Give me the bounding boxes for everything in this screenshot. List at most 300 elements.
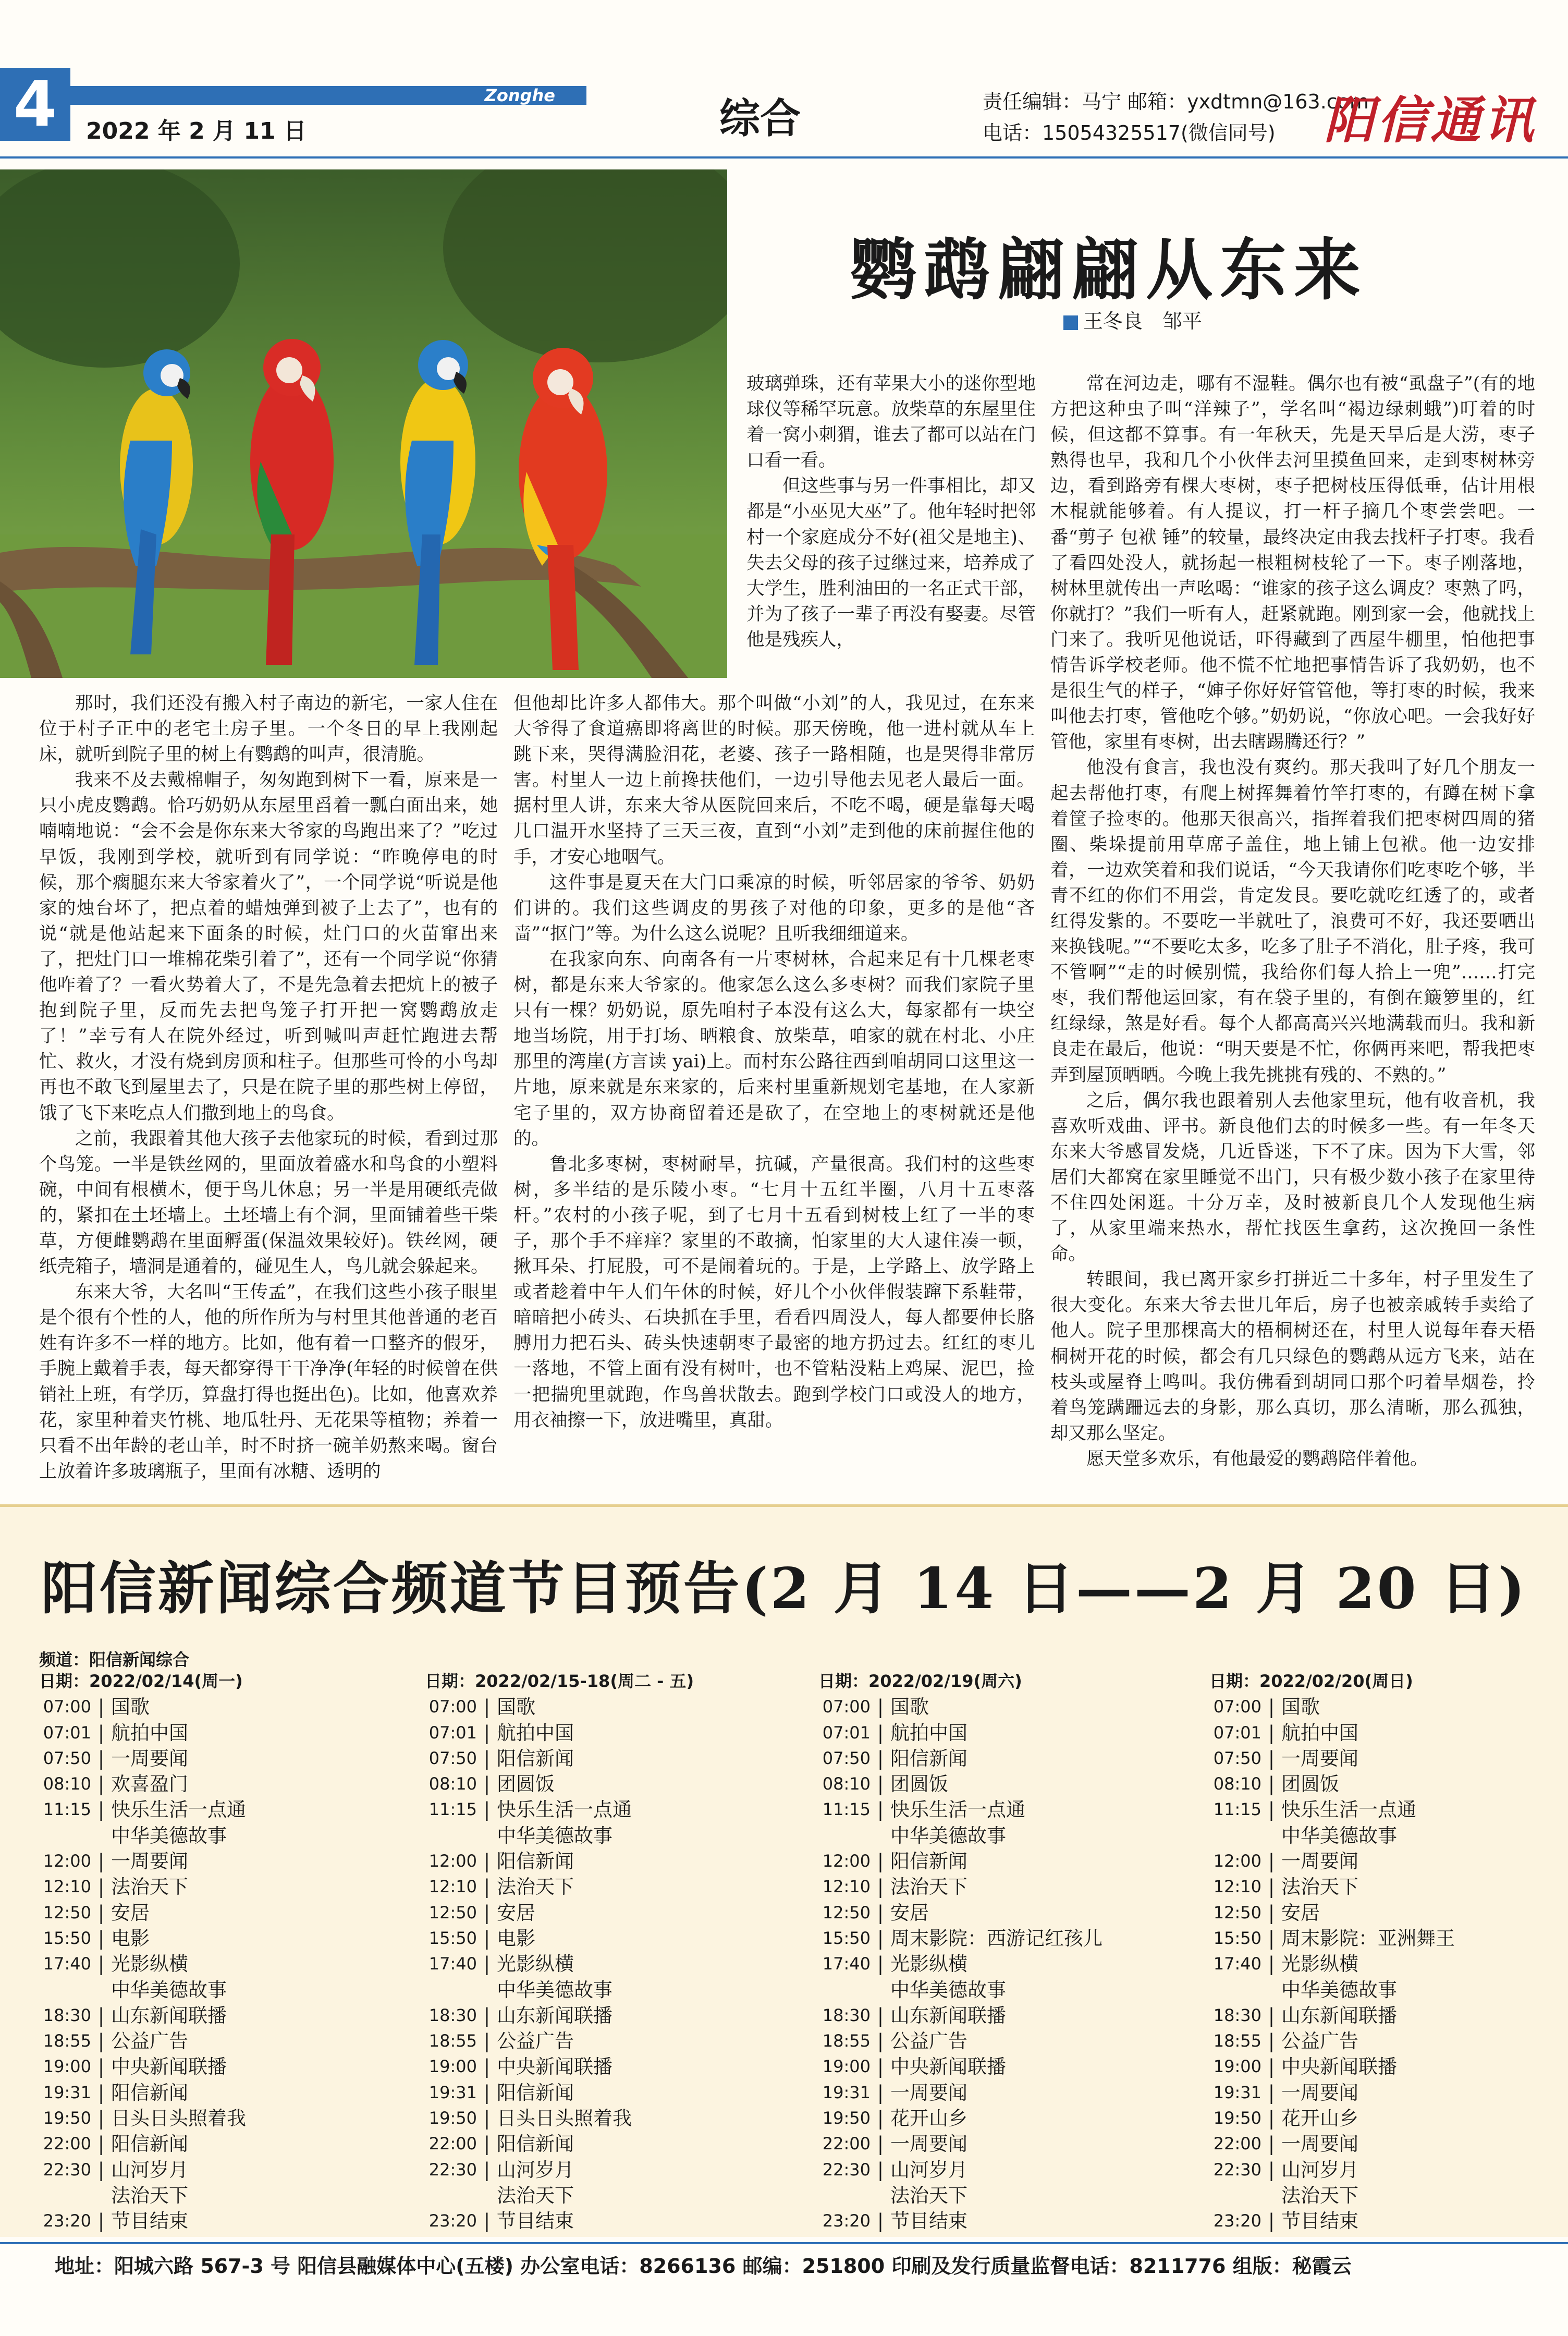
schedule-row [818,1848,1102,1874]
schedule-program: 中华美德故事 [497,1824,612,1847]
schedule-time: 07:00 [428,1697,477,1717]
schedule-separator: | [1268,1721,1275,1744]
paragraph: 在我家向东、向南各有一片枣树林，合起来足有十几棵老枣树，都是东来大爷家的。他家怎么这么多枣树？而我们家院子里只有一棵？奶奶说，原先咱村子本没有这么大，每家都有一块空地当场院，用于打场、晒粮食、放柴草，咱家的就在村北、小庄那里的湾崖(方言读 yai)上。而村东公路往西到咱胡同口这里这一片地，原来就是东来家的，后来村里重新规划宅基地，在人家新宅子里的，双方协商留着还是砍了，在空地上的枣树就还是他的。 [513,948,1035,1149]
schedule-row [425,1848,694,1874]
schedule-time: 17:40 [822,1954,871,1974]
schedule-program: 中华美德故事 [111,1978,227,2001]
schedule-separator: | [97,1773,105,1796]
schedule-separator: | [483,2030,491,2053]
schedule-row [1209,1797,1455,1822]
schedule-time: 22:00 [43,2134,91,2154]
schedule-separator [91,2183,111,2208]
schedule-program: 一周要闻 [1281,2133,1358,2156]
schedule-row [1209,1977,1455,2003]
paragraph: 我来不及去戴棉帽子，匆匆跑到树下一看，原来是一只小虎皮鹦鹉。恰巧奶奶从东屋里舀着一瓢白面出来，她喃喃地说：“会不会是你东来大爷家的鸟跑出来了？”吃过早饭，我刚到学校，就听到有同学说：“昨晚停电的时候，那个瘸腿东来大爷家着火了”，一个同学说“听说是他家的烛台坏了，把点着的蜡烛弹到被子上去了”，也有的说“就是他站起来下面条的时候，灶门口的火苗窜出来了，把灶门口一堆棉花柴引着了”，还有一个同学说“你猜他咋着了？一看火势着大了，不是先急着去把炕上的被子抱到院子里，反而先去把鸟笼子打开把一窝鹦鹉放走了！”幸亏有人在院外经过，听到喊叫声赶忙跑进去帮忙、救火，才没有烧到房顶和柱子。但那些可怜的小鸟却再也不敢飞到屋里去了，只是在院子里的那些树上停留，饿了飞下来吃点人们撒到地上的鸟食。 [39,770,498,1124]
schedule-row [818,2106,1102,2131]
schedule-program: 阳信新闻 [497,1747,574,1770]
schedule-program: 中央新闻联播 [1281,2055,1397,2078]
schedule-time: 18:55 [822,2031,871,2051]
schedule-row [39,1874,246,1900]
schedule-separator: | [97,2107,105,2130]
schedule-program: 快乐生活一点通 [1281,1798,1416,1821]
schedule-time: 07:00 [1213,1697,1261,1717]
schedule-date: 日期：2022/02/20(周日) [1209,1671,1413,1691]
schedule-program: 周末影院：西游记红孩儿 [890,1927,1102,1950]
paragraph: 玻璃弹珠，还有苹果大小的迷你型地球仪等稀罕玩意。放柴草的东屋里住着一窝小刺猬，谁去了都可以站在门口看一看。 [746,373,1036,471]
schedule-program: 山东新闻联播 [1281,2004,1397,2027]
schedule-program: 山河岁月 [497,2158,574,2181]
schedule-time: 15:50 [428,1928,477,1948]
schedule-time [1209,2183,1261,2208]
schedule-separator: | [1268,1850,1275,1873]
schedule-program: 中华美德故事 [890,1824,1006,1847]
schedule-separator: | [97,1927,105,1950]
schedule-program: 山河岁月 [111,2158,188,2181]
schedule-time: 22:00 [822,2134,871,2154]
schedule-separator: | [483,1953,491,1976]
schedule-separator: | [483,1798,491,1821]
byline-text: 王冬良 邹平 [1083,310,1203,333]
schedule-program: 安居 [111,1901,150,1924]
schedule-separator: | [97,2210,105,2233]
schedule-time: 07:00 [43,1697,91,1717]
schedule-row [818,1797,1102,1822]
schedule-time: 12:00 [1213,1851,1261,1871]
schedule-separator: | [877,2004,884,2027]
schedule-row [425,1720,694,1746]
schedule-separator: | [483,2081,491,2104]
schedule-separator: | [877,2081,884,2104]
schedule-separator: | [483,2004,491,2027]
schedule-separator: | [483,1773,491,1796]
schedule-separator [871,2183,890,2208]
schedule-separator: | [483,2158,491,2181]
schedule-day-4 [1209,1669,1455,2234]
schedule-row [1209,2080,1455,2106]
schedule-separator: | [877,1901,884,1924]
schedule-separator: | [877,1850,884,1873]
paragraph: 之后，偶尔我也跟着别人去他家里玩，他有收音机，我喜欢听戏曲、评书。新良他们去的时候多一些。有一年冬天东来大爷感冒发烧，几近昏迷，下不了床。因为下大雪，邻居们大都窝在家里睡觉不出门，只有极少数小孩子在家里待不住四处闲逛。十分万幸，及时被新良几个人发现他生病了，从家里端来热水，帮忙找医生拿药，这次挽回一条性命。 [1050,1090,1535,1265]
schedule-time: 12:00 [428,1851,477,1871]
schedule-program: 日头日头照着我 [111,2107,246,2130]
schedule-program: 一周要闻 [890,2081,967,2104]
schedule-row [818,1771,1102,1797]
schedule-time: 07:01 [1213,1722,1261,1743]
schedule-time: 19:00 [428,2057,477,2077]
schedule-row [39,1797,246,1822]
parrots-photo [0,169,727,678]
schedule-separator: | [1268,2081,1275,2104]
schedule-separator: | [97,1953,105,1976]
schedule-program: 安居 [1281,1901,1320,1924]
schedule-program: 山河岁月 [1281,2158,1358,2181]
schedule-time: 12:00 [822,1851,871,1871]
schedule-separator [1261,1977,1281,2003]
schedule-row [39,1977,246,2003]
schedule-row [39,1951,246,1977]
schedule-row [818,1874,1102,1900]
schedule-separator [871,1977,890,2003]
section-pinyin-bar: Zonghe [70,86,586,105]
schedule-row [818,1951,1102,1977]
schedule-row [425,1926,694,1951]
schedule-row [39,2183,246,2208]
schedule-separator: | [1268,2158,1275,2181]
schedule-time: 11:15 [428,1799,477,1820]
schedule-row [1209,1900,1455,1926]
schedule-row [425,1900,694,1926]
schedule-time: 19:31 [428,2082,477,2102]
schedule-program: 山东新闻联播 [497,2004,612,2027]
schedule-separator: | [97,2004,105,2027]
schedule-program: 航拍中国 [1281,1721,1358,1744]
schedule-row [425,1694,694,1720]
schedule-separator: | [483,2055,491,2078]
schedule-time: 18:55 [428,2031,477,2051]
schedule-separator: | [1268,1901,1275,1924]
schedule-time: 19:31 [1213,2082,1261,2102]
schedule-program: 团圆饭 [497,1773,555,1796]
schedule-program: 电影 [497,1927,535,1950]
schedule-date: 日期：2022/02/14(周一) [39,1671,243,1691]
schedule-time: 07:01 [428,1722,477,1743]
schedule-time: 12:10 [428,1877,477,1897]
schedule-program: 阳信新闻 [111,2081,188,2104]
schedule-time: 22:30 [43,2159,91,2180]
schedule-time: 18:30 [1213,2005,1261,2025]
editor-line: 责任编辑：马宁 邮箱：yxdtmn@163.com [983,90,1369,113]
schedule-program: 国歌 [890,1696,929,1719]
schedule-program: 阳信新闻 [111,2133,188,2156]
schedule-program: 光影纵横 [497,1953,574,1976]
paragraph: 但他却比许多人都伟大。那个叫做“小刘”的人，我见过，在东来大爷得了食道癌即将离世的时候。那天傍晚，他一进村就从车上跳下来，哭得满脸泪花，老婆、孩子一路相随，也是哭得非常厉害。村里人一边上前搀扶他们，一边引导他去见老人最后一面。据村里人讲，东来大爷从医院回来后，不吃不喝，硬是靠每天喝几口温开水坚持了三天三夜，直到“小刘”走到他的床前握住他的手，才安心地咽气。 [513,693,1035,868]
schedule-time: 11:15 [822,1799,871,1820]
schedule-program: 法治天下 [111,2184,188,2207]
schedule-separator: | [483,1850,491,1873]
schedule-program: 光影纵横 [111,1953,188,1976]
schedule-program: 航拍中国 [497,1721,574,1744]
schedule-program: 快乐生活一点通 [890,1798,1025,1821]
schedule-separator: | [1268,2107,1275,2130]
schedule-day-2 [425,1669,694,2234]
schedule-separator: | [483,1747,491,1770]
schedule-time: 19:00 [822,2057,871,2077]
schedule-time: 07:50 [822,1748,871,1768]
schedule-row [818,2157,1102,2183]
schedule-separator: | [97,2158,105,2181]
schedule-program: 团圆饭 [890,1773,948,1796]
schedule-row [1209,2183,1455,2208]
schedule-separator: | [483,1721,491,1744]
schedule-program: 国歌 [111,1696,150,1719]
schedule-row [39,1926,246,1951]
schedule-row [425,1874,694,1900]
schedule-time: 12:10 [43,1877,91,1897]
schedule-separator: | [1268,2055,1275,2078]
schedule-row [1209,1720,1455,1746]
schedule-separator: | [97,2055,105,2078]
schedule-row [425,1951,694,1977]
schedule-row [818,2028,1102,2054]
schedule-time: 11:15 [1213,1799,1261,1820]
schedule-time: 19:00 [1213,2057,1261,2077]
schedule-row [1209,2054,1455,2079]
schedule-separator: | [877,1747,884,1770]
schedule-separator [91,1977,111,2003]
schedule-time: 18:55 [1213,2031,1261,2051]
schedule-time [39,1977,91,2003]
schedule-separator [91,1823,111,1848]
schedule-program: 公益广告 [1281,2030,1358,2053]
schedule-time: 08:10 [43,1774,91,1794]
schedule-program: 山东新闻联播 [890,2004,1006,2027]
paragraph: 愿天堂多欢乐，有他最爱的鹦鹉陪伴着他。 [1086,1448,1428,1469]
schedule-row [39,2157,246,2183]
schedule-program: 法治天下 [890,1876,967,1899]
schedule-time [1209,1823,1261,1848]
schedule-separator [871,1823,890,1848]
schedule-separator: | [1268,1953,1275,1976]
schedule-row [425,2183,694,2208]
schedule-row [39,1720,246,1746]
schedule-row [1209,1771,1455,1797]
section-title: 综合 [719,95,801,142]
schedule-row [818,2183,1102,2208]
schedule-row [818,2003,1102,2028]
schedule-row [425,2028,694,2054]
schedule-program: 安居 [497,1901,535,1924]
schedule-row [39,2106,246,2131]
schedule-separator: | [1268,1798,1275,1821]
byline-square-icon [1063,315,1078,330]
schedule-time [39,2183,91,2208]
schedule-program: 公益广告 [890,2030,967,2053]
schedule-row [1209,1951,1455,1977]
schedule-separator: | [1268,2210,1275,2233]
schedule-separator [477,2183,497,2208]
schedule-time: 17:40 [1213,1954,1261,1974]
schedule-row [39,1900,246,1926]
schedule-separator: | [877,1953,884,1976]
schedule-time: 08:10 [428,1774,477,1794]
schedule-separator: | [97,1798,105,1821]
schedule-time [39,1823,91,1848]
schedule-separator: | [877,1798,884,1821]
schedule-row [818,1694,1102,1720]
schedule-time: 11:15 [43,1799,91,1820]
schedule-row [425,2080,694,2106]
schedule-time: 07:01 [822,1722,871,1743]
schedule-separator: | [483,1876,491,1899]
schedule-time: 22:00 [428,2134,477,2154]
schedule-time: 12:50 [428,1902,477,1923]
schedule-program: 法治天下 [111,1876,188,1899]
schedule-time: 07:50 [1213,1748,1261,1768]
schedule-row [818,1900,1102,1926]
schedule-time: 18:30 [43,2005,91,2025]
schedule-row [425,1977,694,2003]
schedule-program: 中华美德故事 [497,1978,612,2001]
schedule-separator: | [97,1850,105,1873]
schedule-row [1209,2131,1455,2157]
schedule-time: 19:50 [1213,2108,1261,2128]
editor-info [983,86,1369,149]
schedule-separator [1261,1823,1281,1848]
schedule-separator: | [483,1696,491,1719]
schedule-row [1209,2003,1455,2028]
schedule-separator: | [877,1773,884,1796]
schedule-time: 07:00 [822,1697,871,1717]
schedule-time: 19:50 [428,2108,477,2128]
schedule-separator: | [1268,1773,1275,1796]
issue-date: 2022 年 2 月 11 日 [86,118,307,144]
schedule-program: 中华美德故事 [1281,1978,1397,2001]
schedule-row [818,1977,1102,2003]
schedule-program: 节目结束 [111,2210,188,2233]
paragraph: 但这些事与另一件事相比，却又都是“小巫见大巫”了。他年轻时把邻村一个家庭成分不好(祖父是地主)、失去父母的孩子过继过来，培养成了大学生，胜利油田的一名正式干部，并为了孩子一辈子再没有娶妻。尽管他是残疾人， [746,476,1036,650]
schedule-program: 日头日头照着我 [497,2107,632,2130]
schedule-separator: | [97,1901,105,1924]
schedule-separator: | [483,2133,491,2156]
schedule-row [1209,1746,1455,1771]
schedule-row [39,2003,246,2028]
schedule-time: 17:40 [43,1954,91,1974]
paragraph: 之前，我跟着其他大孩子去他家玩的时候，看到过那个鸟笼。一半是铁丝网的，里面放着盛水和鸟食的小塑料碗，中间有根横木，便于鸟儿休息；另一半是用硬纸壳做的，紧扣在土坯墙上。土坯墙上有个洞，里面铺着些干柴草，方便雌鹦鹉在里面孵蛋(保温效果较好)。铁丝网，硬纸壳箱子，墙洞是通着的，碰见生人，鸟儿就会躲起来。 [39,1128,498,1278]
article-byline [1063,305,1202,334]
schedule-program: 团圆饭 [1281,1773,1339,1796]
footer-info: 地址：阳城六路 567-3 号 阳信县融媒体中心(五楼) 办公室电话：8266136 邮编：251800 印刷及发行质量监督电话：8211776 组版：秘霞云 [55,2255,1352,2278]
schedule-time: 12:00 [43,1851,91,1871]
schedule-row [1209,1848,1455,1874]
schedule-row [39,1823,246,1848]
schedule-row [39,2054,246,2079]
schedule-row [1209,1874,1455,1900]
schedule-program: 一周要闻 [1281,2081,1358,2104]
schedule-time: 19:00 [43,2057,91,2077]
schedule-separator: | [483,2210,491,2233]
schedule-time: 23:20 [428,2211,477,2231]
schedule-time: 15:50 [822,1928,871,1948]
schedule-row [39,2028,246,2054]
schedule-row [425,2208,694,2234]
schedule-program: 山河岁月 [890,2158,967,2181]
schedule-row [39,2208,246,2234]
footer-rule [0,2242,1568,2244]
paragraph: 转眼间，我已离开家乡打拼近二十多年，村子里发生了很大变化。东来大爷去世几年后，房子也被亲戚转手卖给了他人。院子里那棵高大的梧桐树还在，村里人说每年春天梧桐树开花的时候，都会有几只绿色的鹦鹉从远方飞来，站在枝头或屋脊上鸣叫。我仿佛看到胡同口那个叼着旱烟卷，拎着鸟笼蹒跚远去的身影，那么真切，那么清晰，那么孤独，却又那么坚定。 [1050,1269,1535,1444]
schedule-time: 19:50 [43,2108,91,2128]
schedule-separator: | [97,1747,105,1770]
article-title: 鹦鹉翩翩从东来 [850,231,1368,309]
schedule-time: 08:10 [822,1774,871,1794]
schedule-time: 12:10 [1213,1877,1261,1897]
schedule-program: 国歌 [1281,1696,1320,1719]
schedule-program: 阳信新闻 [890,1850,967,1873]
schedule-separator: | [1268,2030,1275,2053]
schedule-program: 中央新闻联播 [497,2055,612,2078]
schedule-time: 07:50 [428,1748,477,1768]
schedule-time: 15:50 [1213,1928,1261,1948]
column-right [1050,371,1535,1472]
schedule-row [425,2003,694,2028]
schedule-program: 花开山乡 [1281,2107,1358,2130]
schedule-separator: | [483,2107,491,2130]
schedule-row [39,1848,246,1874]
schedule-program: 山东新闻联播 [111,2004,227,2027]
schedule-program: 阳信新闻 [497,2133,574,2156]
schedule-separator: | [877,2133,884,2156]
schedule-program: 光影纵横 [890,1953,967,1976]
schedule-row [39,1694,246,1720]
phone-line: 电话：15054325517(微信同号) [983,121,1276,144]
column-middle [513,691,1035,1433]
schedule-date: 日期：2022/02/15-18(周二 - 五) [425,1671,694,1691]
schedule-program: 周末影院：亚洲舞王 [1281,1927,1455,1950]
schedule-time: 22:30 [822,2159,871,2180]
schedule-program: 法治天下 [890,2184,967,2207]
schedule-row [1209,2157,1455,2183]
paragraph: 那时，我们还没有搬入村子南边的新宅，一家人住在位于村子正中的老宅土房子里。一个冬日的早上我刚起床，就听到院子里的树上有鹦鹉的叫声，很清脆。 [39,693,498,765]
schedule-row [425,1771,694,1797]
schedule-time: 19:31 [822,2082,871,2102]
schedule-time [425,1977,477,2003]
schedule-separator: | [483,1901,491,1924]
schedule-separator: | [877,1927,884,1950]
schedule-program: 法治天下 [497,1876,574,1899]
schedule-program: 阳信新闻 [497,1850,574,1873]
schedule-program: 节目结束 [497,2210,574,2233]
schedule-time: 12:10 [822,1877,871,1897]
header-rule [0,156,1568,159]
schedule-time: 18:55 [43,2031,91,2051]
schedule-separator: | [1268,2004,1275,2027]
paragraph: 常在河边走，哪有不湿鞋。偶尔也有被“虱盘子”(有的地方把这种虫子叫“洋辣子”，学名叫“褐边绿刺蛾”)叮着的时候，但这都不算事。有一年秋天，先是天旱后是大涝，枣子熟得也早，我和几个小伙伴去河里摸鱼回来，走到枣树林旁边，看到路旁有棵大枣树，枣子把树枝压得低垂，估计用根木棍就能够着。有人提议，打一杆子摘几个枣尝尝吧。一番“剪子 包袱 锤”的较量，最终决定由我去找杆子打枣。我看了看四处没人，就扬起一根粗树枝轮了一下。枣子刚落地，树林里就传出一声吆喝：“谁家的孩子这么调皮？枣熟了吗，你就打？”我们一听有人，赶紧就跑。刚到家一会，他就找上门来了。我听见他说话，吓得藏到了西屋牛棚里，怕他把事情告诉学校老师。他不慌不忙地把事情告诉了我奶奶，也不是很生气的样子，“婶子你好好管管他，等打枣的时候，我来叫他去打枣，管他吃个够。”奶奶说，“你放心吧。一会我好好管他，家里有枣树，出去瞎踢腾还行？” [1050,373,1535,753]
schedule-time: 12:50 [43,1902,91,1923]
schedule-row [425,1746,694,1771]
schedule-program: 法治天下 [497,2184,574,2207]
schedule-program: 中华美德故事 [111,1824,227,1847]
column-left [39,691,498,1485]
schedule-separator: | [1268,1747,1275,1770]
page-number: 4 [0,68,70,141]
schedule-program: 一周要闻 [111,1747,188,1770]
schedule-day-3 [818,1669,1102,2234]
schedule-separator: | [877,2158,884,2181]
schedule-separator: | [1268,1696,1275,1719]
schedule-program: 法治天下 [1281,2184,1358,2207]
schedule-separator: | [97,2133,105,2156]
schedule-row [1209,2028,1455,2054]
schedule-row [818,2131,1102,2157]
schedule-day-1 [39,1669,246,2234]
schedule-row [818,1720,1102,1746]
schedule-program: 中华美德故事 [890,1978,1006,2001]
schedule-program: 花开山乡 [890,2107,967,2130]
schedule-time [818,1823,871,1848]
schedule-separator: | [877,1696,884,1719]
schedule-row [1209,1926,1455,1951]
schedule-program: 光影纵横 [1281,1953,1358,1976]
schedule-time: 22:00 [1213,2134,1261,2154]
schedule-time: 15:50 [43,1928,91,1948]
schedule-separator: | [877,2210,884,2233]
schedule-time: 19:50 [822,2108,871,2128]
schedule-time: 22:30 [428,2159,477,2180]
schedule-program: 节目结束 [890,2210,967,2233]
schedule-row [1209,1823,1455,1848]
schedule-row [39,2080,246,2106]
schedule-time [818,1977,871,2003]
schedule-row [425,2106,694,2131]
